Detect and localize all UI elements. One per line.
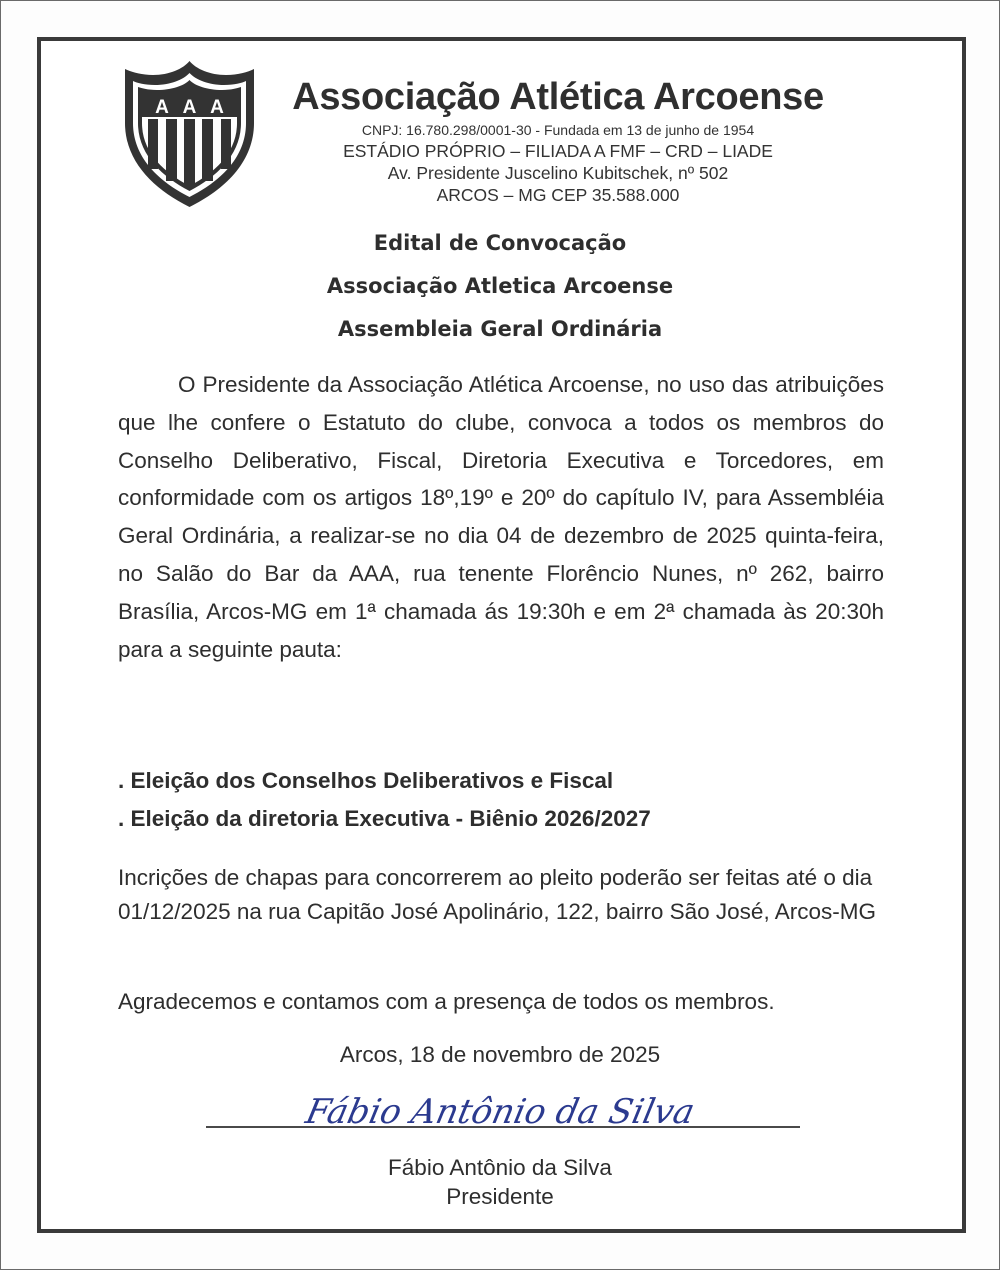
stadium-line: ESTÁDIO PRÓPRIO – FILIADA A FMF – CRD – LIADE [343,141,773,161]
signer-name: Fábio Antônio da Silva [388,1155,612,1180]
document-titles [40,226,960,355]
club-shield-icon [123,59,256,209]
agenda-item: . Eleição dos Conselhos Deliberativos e Fiscal [118,768,614,793]
title-edital: Edital de Convocação [373,231,627,255]
agenda-item: . Eleição da diretoria Executiva - Biênio 2026/2027 [118,806,651,831]
address-line: Av. Presidente Juscelino Kubitschek, nº 502 [387,163,729,183]
city-line: ARCOS – MG CEP 35.588.000 [436,185,680,205]
svg-text:A: A [155,97,169,118]
cnpj-line: CNPJ: 16.780.298/0001-30 - Fundada em 13 de junho de 1954 [361,122,755,138]
svg-text:Fábio Antônio da Silva: Fábio Antônio da Silva [302,1092,699,1132]
main-paragraph: O Presidente da Associação Atlética Arcoense, no uso das atribuições que lhe confere o Estatuto do clube, convoca a todos os membros do Conselho Deliberativo, Fiscal, Diretoria Executiva e Torcedores, em conformidade com os artigos 18º,19º e 20º do capítulo IV, para Assembléia Geral Ordinária, a realizar-se no dia 04 de dezembro de 2025 quinta-feira, no Salão do Bar da AAA, rua tenente Florêncio Nunes, nº 262, bairro Brasília, Arcos-MG em 1ª chamada ás 19:30h e em 2ª chamada às 20:30h para a seguinte pauta: [118,372,884,662]
title-association: Associação Atletica Arcoense [326,274,674,298]
agenda-list [118,762,884,838]
registration-paragraph: Incrições de chapas para concorrerem ao pleito poderão ser feitas até o dia 01/12/2025 na rua Capitão José Apolinário, 122, bairro São José, Arcos-MG [118,865,876,924]
signer-role: Presidente [446,1184,554,1209]
thanks-line: Agradecemos e contamos com a presença de todos os membros. [118,989,775,1014]
title-assembly: Assembleia Geral Ordinária [337,317,663,341]
organization-name: Associação Atlética Arcoense [292,76,824,118]
svg-text:A: A [182,97,197,118]
place-date: Arcos, 18 de novembro de 2025 [339,1042,661,1067]
signature-line [206,1126,800,1128]
svg-text:A: A [210,97,224,118]
